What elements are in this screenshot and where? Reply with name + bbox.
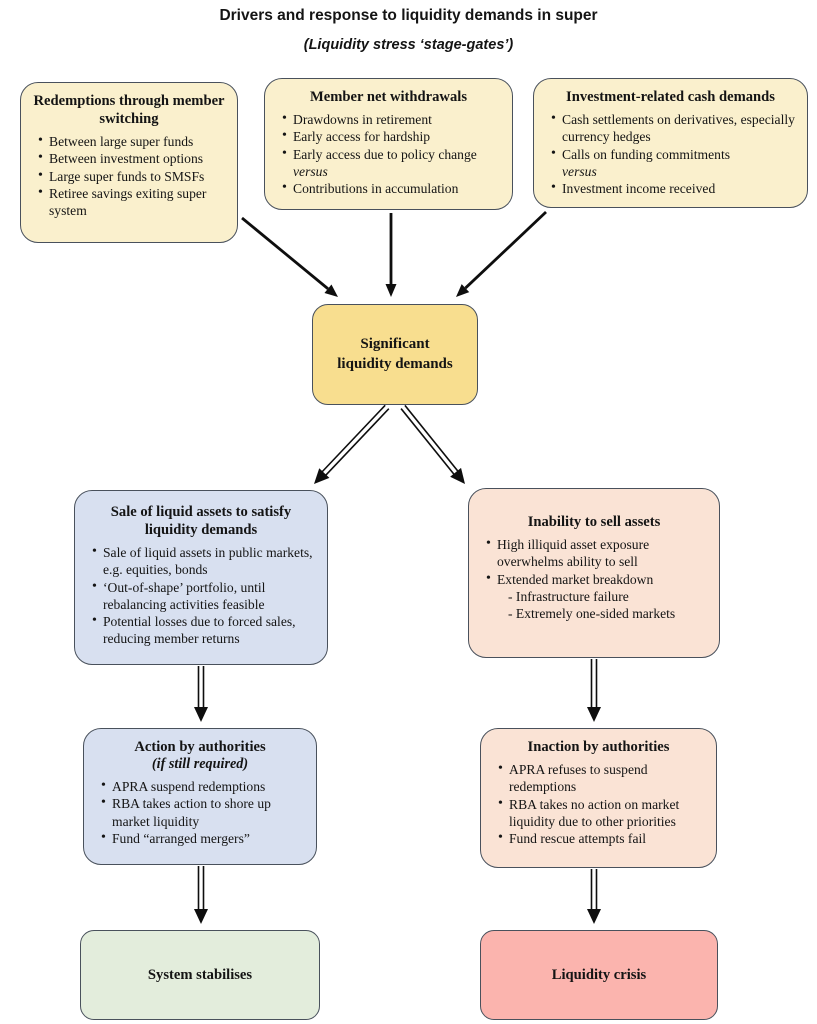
double-arrow-connector [587,657,601,722]
sub-list-item: - Extremely one-sided markets [508,606,676,622]
box-heading: Liquidity crisis [551,966,647,983]
list-item: • Between large super funds [49,133,226,150]
box-heading: Member net withdrawals [310,89,467,105]
box-action-by-authorities [83,728,317,865]
list-item: • Fund rescue attempts fail [509,830,705,847]
list-item: • ‘Out-of-shape’ portfolio, until rebalancing activities feasible [103,579,316,614]
list-item: • Potential losses due to forced sales, reducing member returns [103,613,316,648]
list-item: • Drawdowns in retirement [293,111,501,128]
sub-list-item: - Infrastructure failure [508,588,629,604]
box-inability-to-sell-assets [468,488,720,658]
double-arrow-connector [402,405,465,484]
versus-label: versus [562,163,597,179]
double-arrow-connector [194,664,208,722]
list-item: • Early access for hardship [293,128,501,145]
bullet-list [492,761,705,847]
box-heading-line2: liquidity demands [337,355,453,372]
box-sale-of-liquid-assets [74,490,328,665]
box-subheading: (if still required) [151,756,249,773]
list-item: • Large super funds to SMSFs [49,168,226,185]
bullet-list [86,544,316,648]
double-arrow-connector [194,864,208,924]
list-item: • Early access due to policy change versus [293,146,501,181]
box-heading: Sale of liquid assets to satisfy liquidity demands [110,504,292,539]
double-arrow-connector [314,406,388,484]
bullet-list [95,778,305,847]
bullet-list [32,133,226,219]
page-subtitle: (Liquidity stress ‘stage-gates’) [303,37,514,53]
list-item: • Calls on funding commitments versus [562,146,796,181]
box-heading-line1: Significant [360,336,430,352]
list-item: • High illiquid asset exposure overwhelms ability to sell [497,536,708,571]
list-item: • Contributions in accumulation [293,180,501,197]
box-heading: Redemptions through member switching [33,93,225,128]
arrow-connector [456,212,546,297]
list-item: • Extended market breakdown - Infrastructure failure - Extremely one-sided markets [497,571,708,623]
arrow-connector [386,213,397,297]
box-heading: Action by authorities [134,739,266,755]
box-heading: System stabilises [147,966,253,983]
list-item: • Between investment options [49,150,226,167]
list-item: • Fund “arranged mergers” [112,830,305,847]
list-item: • RBA takes action to shore up market liquidity [112,795,305,830]
box-liquidity-crisis [480,930,718,1020]
box-investment-cash-demands [533,78,808,208]
bullet-list [276,111,501,197]
box-inaction-by-authorities [480,728,717,868]
box-heading: Investment-related cash demands [566,89,775,105]
box-heading: Inaction by authorities [527,739,670,755]
box-system-stabilises [80,930,320,1020]
list-item: • APRA suspend redemptions [112,778,305,795]
list-item: • Investment income received [562,180,796,197]
box-heading: Inability to sell assets [527,514,661,530]
list-item: • RBA takes no action on market liquidity due to other priorities [509,796,705,831]
page-title: Drivers and response to liquidity demands in super [219,7,598,24]
list-item: • Retiree savings exiting super system [49,185,226,220]
bullet-list [480,536,708,622]
bullet-list [545,111,796,197]
box-redemptions-member-switching [20,82,238,243]
list-item: • APRA refuses to suspend redemptions [509,761,705,796]
arrow-connector [242,218,338,297]
double-arrow-connector [587,867,601,924]
box-significant-liquidity-demands [312,304,478,405]
list-item: • Cash settlements on derivatives, especially currency hedges [562,111,796,146]
versus-label: versus [293,163,328,179]
list-item: • Sale of liquid assets in public markets, e.g. equities, bonds [103,544,316,579]
box-member-net-withdrawals [264,78,513,210]
